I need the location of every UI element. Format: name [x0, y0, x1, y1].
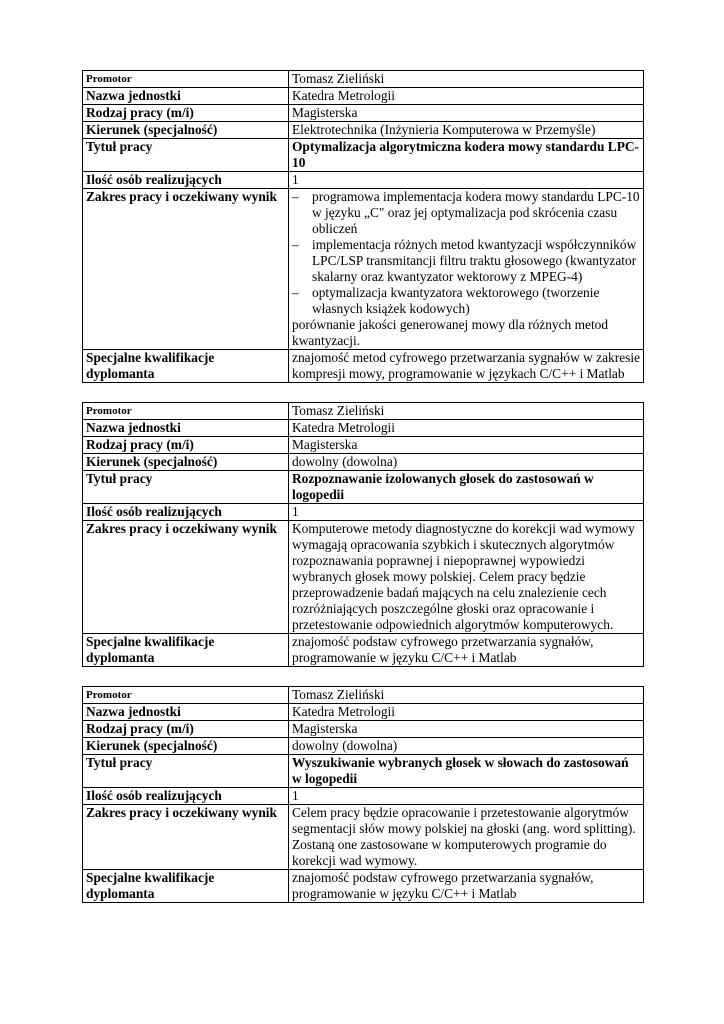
value-scope: Komputerowe metody diagnostyczne do korekcji wad wymowy wymagają opracowania szybkich i skutecznych algorytmów rozpoznawania poprawnej i niepoprawnej wypowiedzi wybranych głosek mowy polskiej. Celem pracy będzie przeprowadzenie badań mających na celu znalezienie cech rozróżniających poszczególne głoski oraz opracowanie i przetestowanie odpowiednich algorytmów komputerowych.: [289, 521, 644, 634]
value-promotor: Tomasz Zieliński: [289, 687, 644, 704]
scope-list: [292, 189, 640, 317]
value-type: Magisterska: [289, 105, 644, 122]
scope-list-item: – programowa implementacja kodera mowy standardu LPC-10 w języku „C" oraz jej optymalizacja pod skrócenia czasu obliczeń: [292, 189, 640, 237]
label-persons: Ilość osób realizujących: [83, 172, 289, 189]
row-unit: [83, 704, 644, 721]
value-unit: Katedra Metrologii: [289, 88, 644, 105]
thesis-table-1: [82, 70, 644, 383]
label-type: Rodzaj pracy (m/i): [83, 437, 289, 454]
row-qualifications: [83, 634, 644, 667]
value-type: Magisterska: [289, 437, 644, 454]
row-persons: [83, 788, 644, 805]
row-promotor: [83, 687, 644, 704]
row-scope: [83, 189, 644, 350]
row-unit: [83, 88, 644, 105]
label-qualifications: Specjalne kwalifikacje dyplomanta: [83, 350, 289, 383]
label-unit: Nazwa jednostki: [83, 420, 289, 437]
label-persons: Ilość osób realizujących: [83, 504, 289, 521]
value-unit: Katedra Metrologii: [289, 420, 644, 437]
row-persons: [83, 172, 644, 189]
row-qualifications: [83, 350, 644, 383]
value-scope: Celem pracy będzie opracowanie i przetestowanie algorytmów segmentacji słów mowy polskiej na głoski (ang. word splitting). Zostaną one zastosowane w komputerowych programie do korekcji wad wymowy.: [289, 805, 644, 870]
row-qualifications: [83, 870, 644, 903]
row-title: [83, 755, 644, 788]
value-scope: [289, 189, 644, 350]
row-title: [83, 471, 644, 504]
label-promotor: Promotor: [83, 687, 289, 704]
row-scope: [83, 805, 644, 870]
label-promotor: Promotor: [83, 71, 289, 88]
row-scope: [83, 521, 644, 634]
label-title: Tytuł pracy: [83, 139, 289, 172]
label-unit: Nazwa jednostki: [83, 88, 289, 105]
value-persons: 1: [289, 172, 644, 189]
thesis-table-3: [82, 686, 644, 903]
value-direction: dowolny (dowolna): [289, 738, 644, 755]
scope-text: porównanie jakości generowanej mowy dla różnych metod kwantyzacji.: [292, 317, 609, 348]
row-type: [83, 105, 644, 122]
row-persons: [83, 504, 644, 521]
value-title: Optymalizacja algorytmiczna kodera mowy standardu LPC-10: [289, 139, 644, 172]
row-type: [83, 437, 644, 454]
label-type: Rodzaj pracy (m/i): [83, 105, 289, 122]
label-scope: Zakres pracy i oczekiwany wynik: [83, 189, 289, 350]
label-qualifications: Specjalne kwalifikacje dyplomanta: [83, 870, 289, 903]
value-unit: Katedra Metrologii: [289, 704, 644, 721]
value-direction: Elektrotechnika (Inżynieria Komputerowa w Przemyśle): [289, 122, 644, 139]
row-direction: [83, 454, 644, 471]
label-title: Tytuł pracy: [83, 471, 289, 504]
value-direction: dowolny (dowolna): [289, 454, 644, 471]
label-direction: Kierunek (specjalność): [83, 454, 289, 471]
value-promotor: Tomasz Zieliński: [289, 403, 644, 420]
row-promotor: [83, 71, 644, 88]
thesis-table-2: [82, 402, 644, 667]
value-qualifications: znajomość podstaw cyfrowego przetwarzania sygnałów, programowanie w języku C/C++ i Matlab: [289, 870, 644, 903]
label-direction: Kierunek (specjalność): [83, 738, 289, 755]
value-title: Wyszukiwanie wybranych głosek w słowach do zastosowań w logopedii: [289, 755, 644, 788]
label-direction: Kierunek (specjalność): [83, 122, 289, 139]
label-title: Tytuł pracy: [83, 755, 289, 788]
label-qualifications: Specjalne kwalifikacje dyplomanta: [83, 634, 289, 667]
row-type: [83, 721, 644, 738]
value-title: Rozpoznawanie izolowanych głosek do zastosowań w logopedii: [289, 471, 644, 504]
scope-list-item: – implementacja różnych metod kwantyzacji współczynników LPC/LSP transmitancji filtru traktu głosowego (kwantyzator skalarny oraz kwantyzator wektorowy z MPEG-4): [292, 237, 640, 285]
label-type: Rodzaj pracy (m/i): [83, 721, 289, 738]
value-promotor: Tomasz Zieliński: [289, 71, 644, 88]
scope-list-item: – optymalizacja kwantyzatora wektorowego (tworzenie własnych książek kodowych): [292, 285, 640, 317]
row-unit: [83, 420, 644, 437]
row-direction: [83, 122, 644, 139]
label-unit: Nazwa jednostki: [83, 704, 289, 721]
row-title: [83, 139, 644, 172]
value-qualifications: znajomość metod cyfrowego przetwarzania sygnałów w zakresie kompresji mowy, programowanie w językach C/C++ i Matlab: [289, 350, 644, 383]
value-qualifications: znajomość podstaw cyfrowego przetwarzania sygnałów, programowanie w języku C/C++ i Matlab: [289, 634, 644, 667]
label-persons: Ilość osób realizujących: [83, 788, 289, 805]
label-scope: Zakres pracy i oczekiwany wynik: [83, 521, 289, 634]
row-promotor: [83, 403, 644, 420]
value-persons: 1: [289, 788, 644, 805]
label-scope: Zakres pracy i oczekiwany wynik: [83, 805, 289, 870]
value-persons: 1: [289, 504, 644, 521]
row-direction: [83, 738, 644, 755]
value-type: Magisterska: [289, 721, 644, 738]
label-promotor: Promotor: [83, 403, 289, 420]
